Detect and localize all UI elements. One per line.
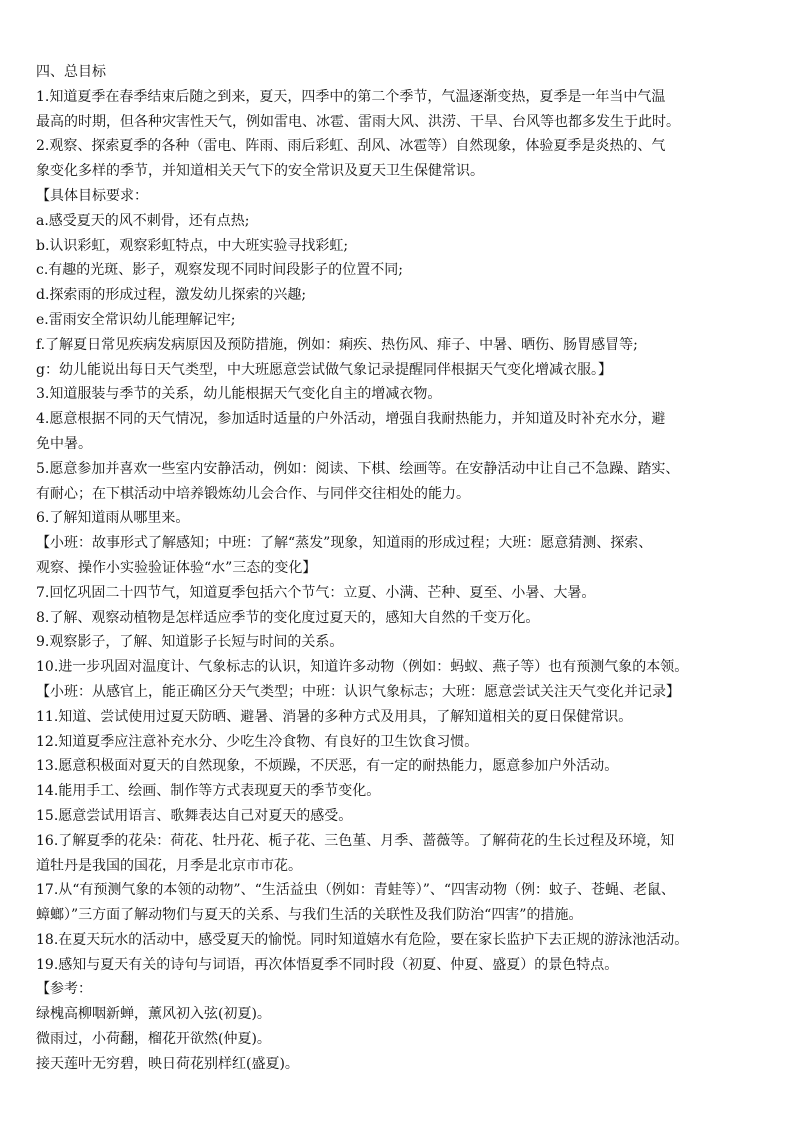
text-line: 接天莲叶无穷碧，映日荷花别样红(盛夏)。 (36, 1055, 299, 1072)
text-line: 免中暑。 (36, 435, 92, 452)
text-line: 5.愿意参加并喜欢一些室内安静活动，例如：阅读、下棋、绘画等。在安静活动中让自己不急躁、踏实、 (36, 460, 680, 477)
text-line: 14.能用手工、绘画、制作等方式表现夏天的季节变化。 (36, 783, 381, 800)
text-line: 【具体目标要求： (36, 187, 148, 204)
text-line: 17.从“有预测气象的本领的动物”、“生活益虫（例如：青蛙等）”、“四害动物（例：蚊子、苍蝇、老鼠、 (36, 882, 676, 899)
text-line: 11.知道、尝试使用过夏天防晒、避暑、消暑的多种方式及用具，了解知道相关的夏日保健常识。 (36, 708, 633, 725)
text-line: 2.观察、探索夏季的各种（雷电、阵雨、雨后彩虹、刮风、冰雹等）自然现象，体验夏季是炎热的、气 (36, 138, 666, 155)
text-line: 3.知道服装与季节的关系，幼儿能根据天气变化自主的增减衣物。 (36, 386, 442, 403)
text-line: f.了解夏日常见疾病发病原因及预防措施，例如：痢疾、热伤风、痱子、中暑、晒伤、肠胃感冒等; (36, 336, 638, 353)
text-line: 6.了解知道雨从哪里来。 (36, 510, 190, 527)
text-line: 1.知道夏季在春季结束后随之到来，夏天，四季中的第二个季节，气温逐渐变热，夏季是一年当中气温 (36, 88, 666, 105)
text-line: 四、总目标 (36, 64, 106, 80)
text-line: 道牡丹是我国的国花，月季是北京市市花。 (36, 857, 302, 874)
text-line: 象变化多样的季节，并知道相关天气下的安全常识及夏天卫生保健常识。 (36, 163, 484, 180)
text-line: 【小班：故事形式了解感知；中班：了解“蒸发”现象，知道雨的形成过程；大班：愿意猜测、探索、 (36, 535, 653, 552)
text-line: 4.愿意根据不同的天气情况，参加适时适量的户外活动，增强自我耐热能力，并知道及时补充水分，避 (36, 411, 666, 428)
text-line: 19.感知与夏天有关的诗句与词语，再次体悟夏季不同时段（初夏、仲夏、盛夏）的景色特点。 (36, 956, 619, 973)
text-line: 【小班：从感官上，能正确区分天气类型；中班：认识气象标志；大班：愿意尝试关注天气变化并记录】 (36, 683, 680, 700)
text-line: 9.观察影子，了解、知道影子长短与时间的关系。 (36, 634, 344, 651)
text-line: d.探索雨的形成过程，激发幼儿探索的兴趣; (36, 287, 307, 304)
text-line: 绿槐高柳咽新蝉，薰风初入弦(初夏)。 (36, 1006, 271, 1023)
text-line: 8.了解、观察动植物是怎样适应季节的变化度过夏天的，感知大自然的千变万化。 (36, 609, 540, 626)
text-line: 18.在夏天玩水的活动中，感受夏天的愉悦。同时知道嬉水有危险，要在家长监护下去正规的游泳池活动。 (36, 931, 689, 948)
text-line: 最高的时期，但各种灾害性天气，例如雷电、冰雹、雷雨大风、洪涝、干旱、台风等也都多发生于此时。 (36, 113, 680, 130)
text-line: 【参考： (36, 981, 92, 998)
text-line: 10.进一步巩固对温度计、气象标志的认识，知道许多动物（例如：蚂蚁、燕子等）也有预测气象的本领。 (36, 659, 689, 676)
text-line: e.雷雨安全常识幼儿能理解记牢; (36, 311, 236, 328)
text-line: 15.愿意尝试用语言、歌舞表达自己对夏天的感受。 (36, 807, 353, 824)
text-line: 观察、操作小实验验证体验“水”三态的变化】 (36, 559, 317, 576)
text-line: 7.回忆巩固二十四节气，知道夏季包括六个节气：立夏、小满、芒种、夏至、小暑、大暑。 (36, 584, 596, 601)
text-line: 蟑螂）”三方面了解动物们与夏天的关系、与我们生活的关联性及我们防治“四害”的措施。 (36, 907, 583, 924)
text-line: 13.愿意积极面对夏天的自然现象，不烦躁，不厌恶，有一定的耐热能力，愿意参加户外活动。 (36, 758, 619, 775)
text-line: a.感受夏天的风不刺骨，还有点热; (36, 212, 250, 229)
text-line: b.认识彩虹，观察彩虹特点，中大班实验寻找彩虹; (36, 237, 349, 254)
text-line: 12.知道夏季应注意补充水分、少吃生冷食物、有良好的卫生饮食习惯。 (36, 733, 479, 750)
text-line: 微雨过，小荷翻，榴花开欲然(仲夏)。 (36, 1031, 271, 1048)
text-line: c.有趣的光斑、影子，观察发现不同时间段影子的位置不同; (36, 262, 404, 279)
text-line: 16.了解夏季的花朵：荷花、牡丹花、栀子花、三色堇、月季、蔷薇等。了解荷花的生长过程及环境，知 (36, 832, 675, 849)
text-line: 有耐心；在下棋活动中培养锻炼幼儿会合作、与同伴交往相处的能力。 (36, 485, 470, 502)
text-line: g：幼儿能说出每日天气类型，中大班愿意尝试做气象记录提醒同伴根据天气变化增减衣服。】 (36, 361, 612, 378)
document-body (36, 60, 758, 1077)
